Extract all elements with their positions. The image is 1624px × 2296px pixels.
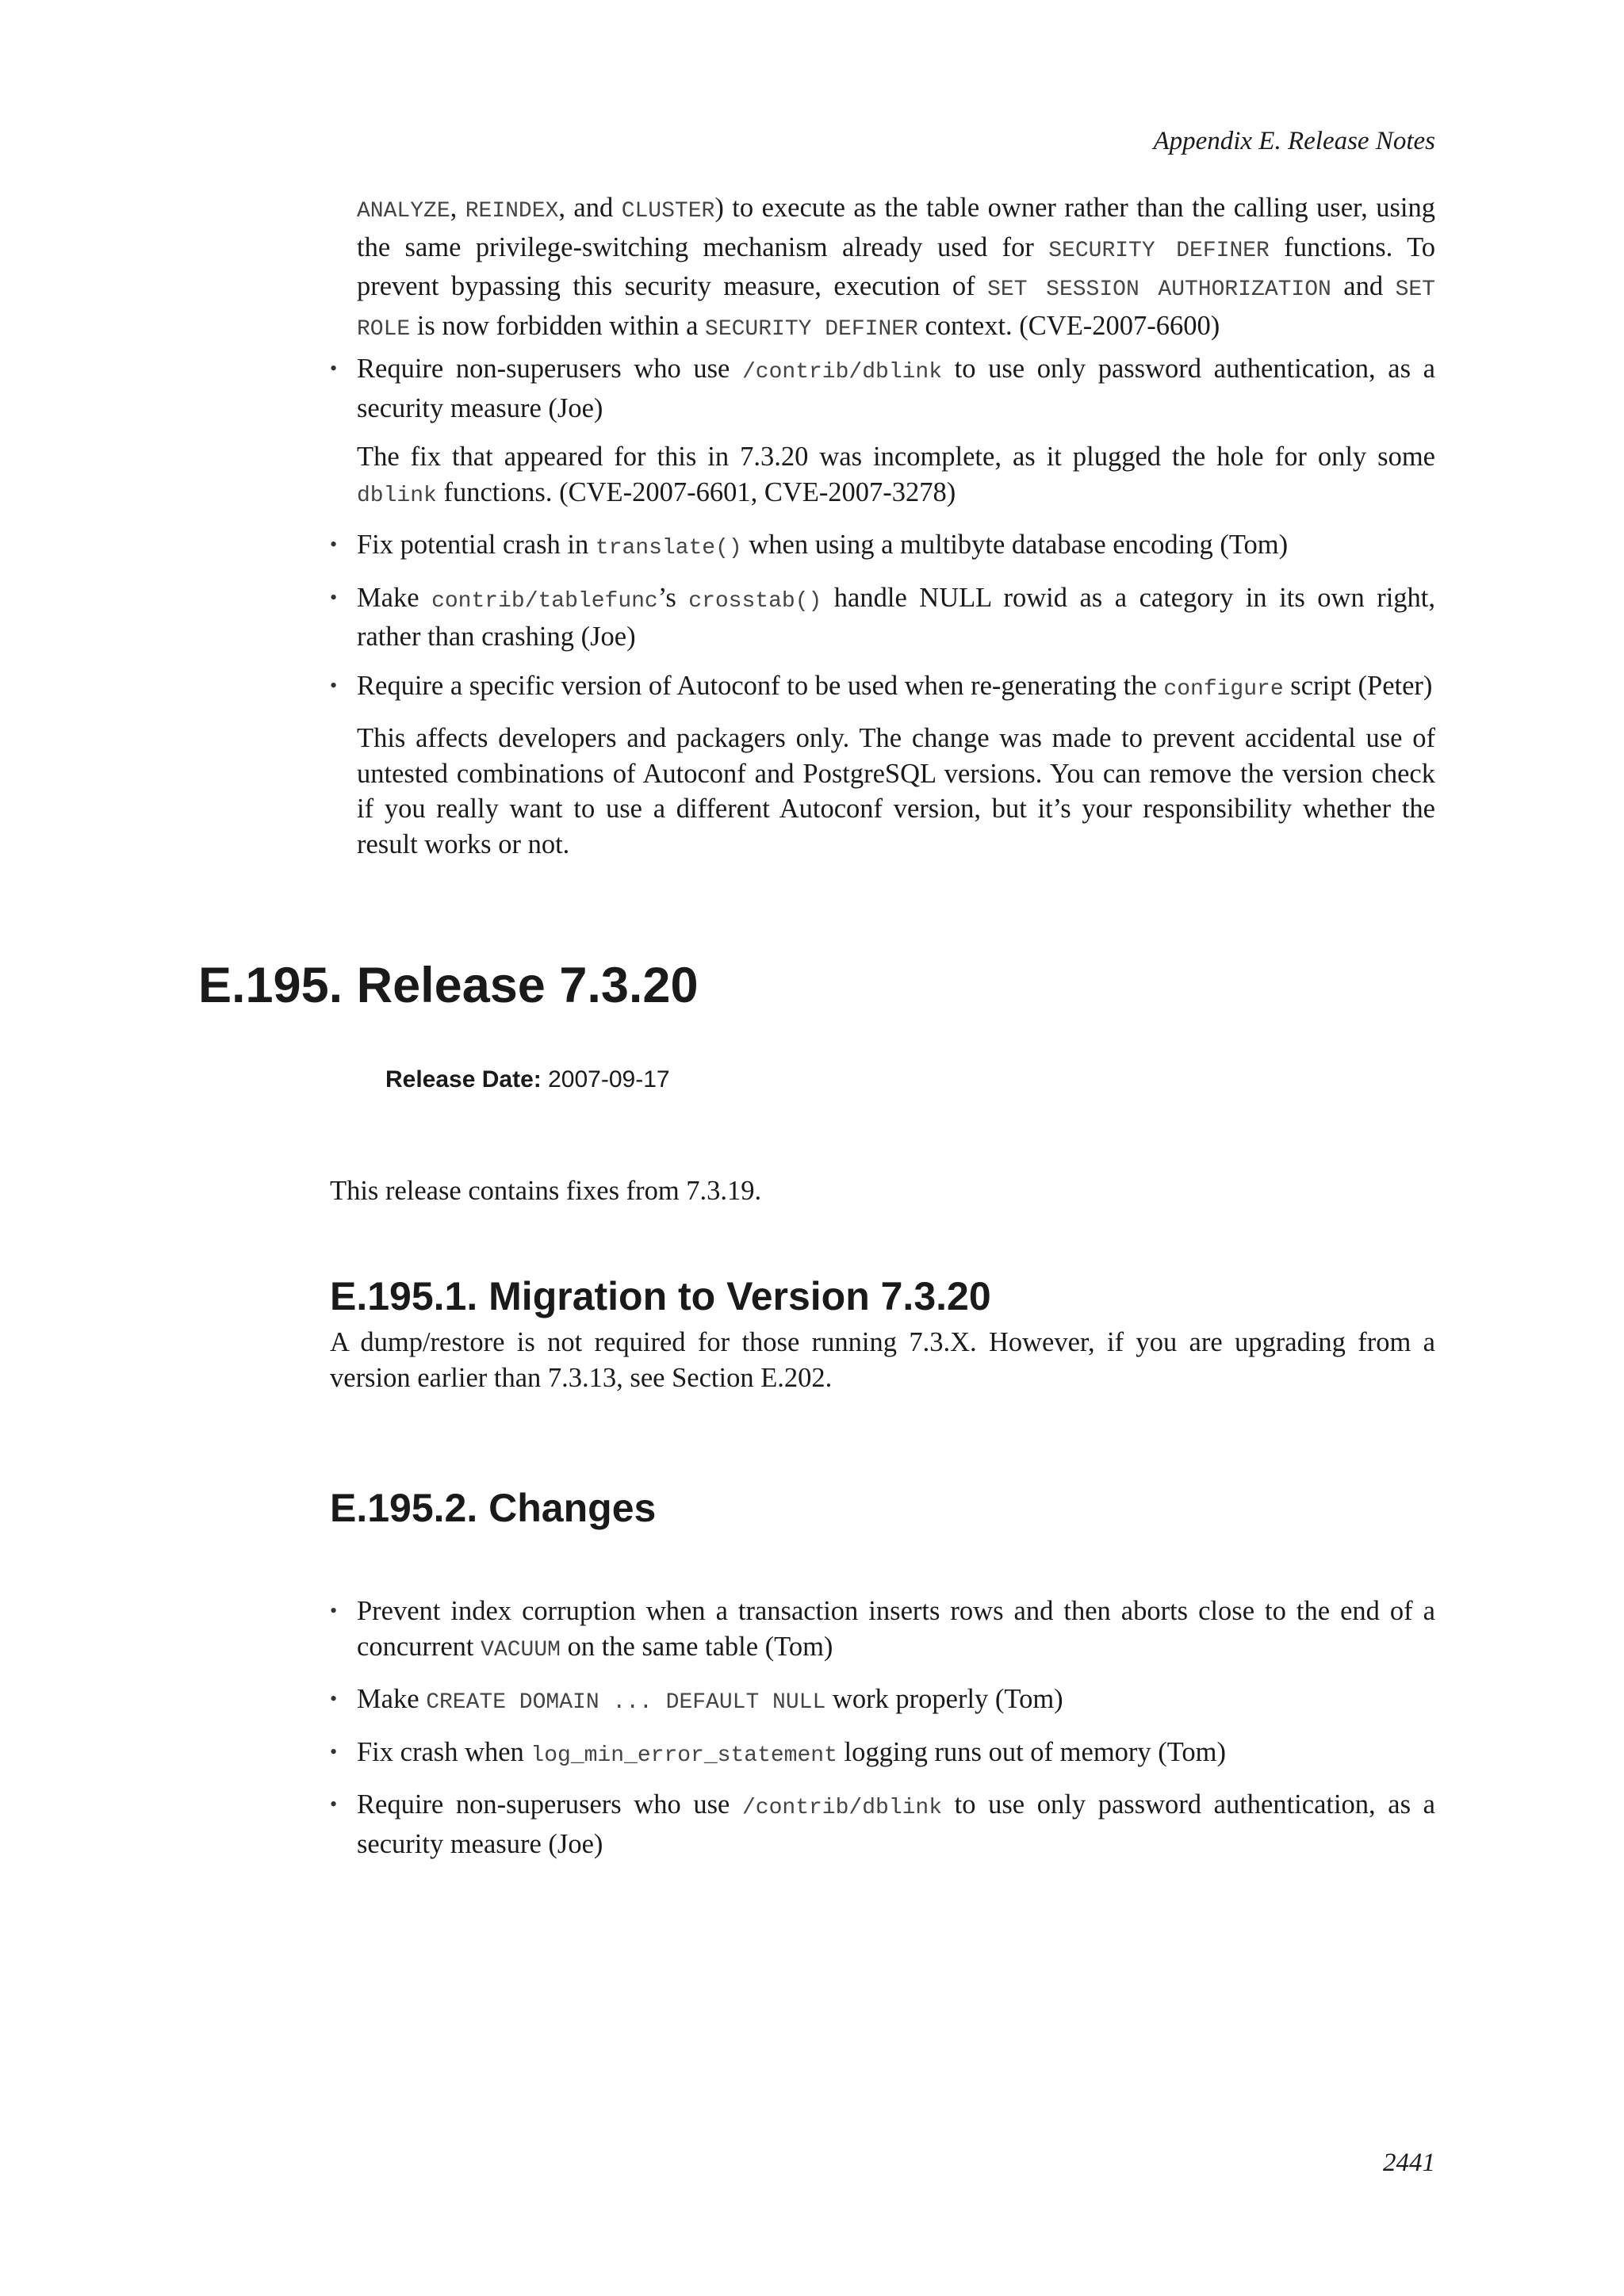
text-run: when using a multibyte database encoding (Tom) [741,530,1289,560]
release-date-value: 2007-09-17 [548,1066,670,1093]
dblink-note [357,439,1435,514]
changes-heading: E.195.2. Changes [330,1486,657,1530]
bullet-list [357,527,1435,707]
top-bullets [357,351,1435,862]
text-run: , [450,193,465,223]
text-run: Require non-superusers who use [357,1789,742,1820]
top-section [357,190,1435,347]
code-term: CLUSTER [621,199,715,224]
code-term: translate() [595,536,742,561]
text-run: to use only password authentication, as a security measure (Joe) [357,354,1435,423]
text-run: Require a specific version of Autoconf to be used when re-generating the [357,670,1164,701]
text-run: context. (CVE-2007-6600) [917,310,1220,341]
code-term: VACUUM [481,1637,561,1663]
code-term: /contrib/dblink [741,1796,943,1820]
bullet-list [357,351,1435,426]
code-term: /contrib/dblink [741,360,943,385]
release-intro: This release contains fixes from 7.3.19. [330,1176,762,1206]
list-item [357,668,1435,708]
text-run: Fix potential crash in [357,530,596,560]
code-term: SET SESSION AUTHORIZATION [987,277,1331,302]
text-run: , and [558,193,622,223]
code-term: contrib/tablefunc [431,588,658,614]
release-date [385,1064,670,1096]
code-term: SECURITY DEFINER [1048,238,1270,263]
code-term: REINDEX [465,199,559,224]
migration-section [330,1272,1435,1395]
migration-text: A dump/restore is not required for those running 7.3.X. However, if you are upgrading from a version earlier than 7.3.13, see Section E.202. [330,1327,1435,1393]
code-term: configure [1163,676,1284,702]
text-run: The fix that appeared for this in 7.3.20 was incomplete, as it plugged the hole for only some [357,442,1435,472]
code-term: crosstab() [688,588,822,614]
changes-list [357,1594,1435,1862]
text-run: Make [357,582,432,613]
changes-section [330,1484,1435,1532]
code-term: log_min_error_statement [530,1743,837,1768]
security-definer-paragraph [357,190,1435,347]
text-run: functions. (CVE-2007-6601, CVE-2007-3278) [436,476,956,507]
changes-list-block [357,1594,1435,1862]
code-term: SET ROLE [357,277,1435,342]
code-term: dblink [357,483,437,508]
text-run: script (Peter) [1283,670,1433,701]
text-run: functions. To prevent bypassing this security measure, execution of [357,232,1435,301]
list-item [357,1594,1435,1668]
text-run: Require non-superusers who use [357,354,742,384]
text-run: logging runs out of memory (Tom) [837,1736,1226,1767]
text-run: handle NULL rowid as a category in its own right, rather than crashing (Joe) [357,582,1436,652]
text-run: is now forbidden within a [410,310,706,341]
text-run: Prevent index corruption when a transaction inserts rows and then aborts close to the end of a concurrent [357,1596,1435,1662]
list-item [357,580,1435,655]
autoconf-note [357,721,1435,862]
code-term: SECURITY DEFINER [705,316,918,342]
text-run: ) to execute as the table owner rather than the calling user, using the same privilege-switching mechanism already used for [357,193,1435,262]
migration-heading: E.195.1. Migration to Version 7.3.20 [330,1274,991,1318]
text-run: Fix crash when [357,1736,531,1767]
list-item [357,1787,1435,1862]
text-run: Make [357,1684,427,1714]
list-item [357,1735,1435,1774]
list-item [357,1682,1435,1721]
page-number: 2441 [1383,2149,1435,2177]
text-run: This affects developers and packagers only. The change was made to prevent accidental use of untested combinations of Autoconf and PostgreSQL versions. You can remove the version check if you really want to use a different Autoconf version, but it’s your responsibility whether the result works or not. [357,723,1435,859]
running-header: Appendix E. Release Notes [1153,127,1435,155]
text-run: work properly (Tom) [825,1684,1063,1714]
code-term: ANALYZE [357,199,450,224]
release-date-label: Release Date: [385,1066,542,1093]
text-run: and [1331,271,1396,301]
text-run: on the same table (Tom) [560,1631,833,1662]
release-heading: E.195. Release 7.3.20 [198,958,699,1013]
list-item [357,527,1435,567]
text-run: to use only password authentication, as a security measure (Joe) [357,1789,1435,1859]
code-term: CREATE DOMAIN ... DEFAULT NULL [426,1690,826,1715]
list-item [357,351,1435,426]
release-intro-block [330,1173,1435,1209]
text-run: ’s [657,582,689,613]
